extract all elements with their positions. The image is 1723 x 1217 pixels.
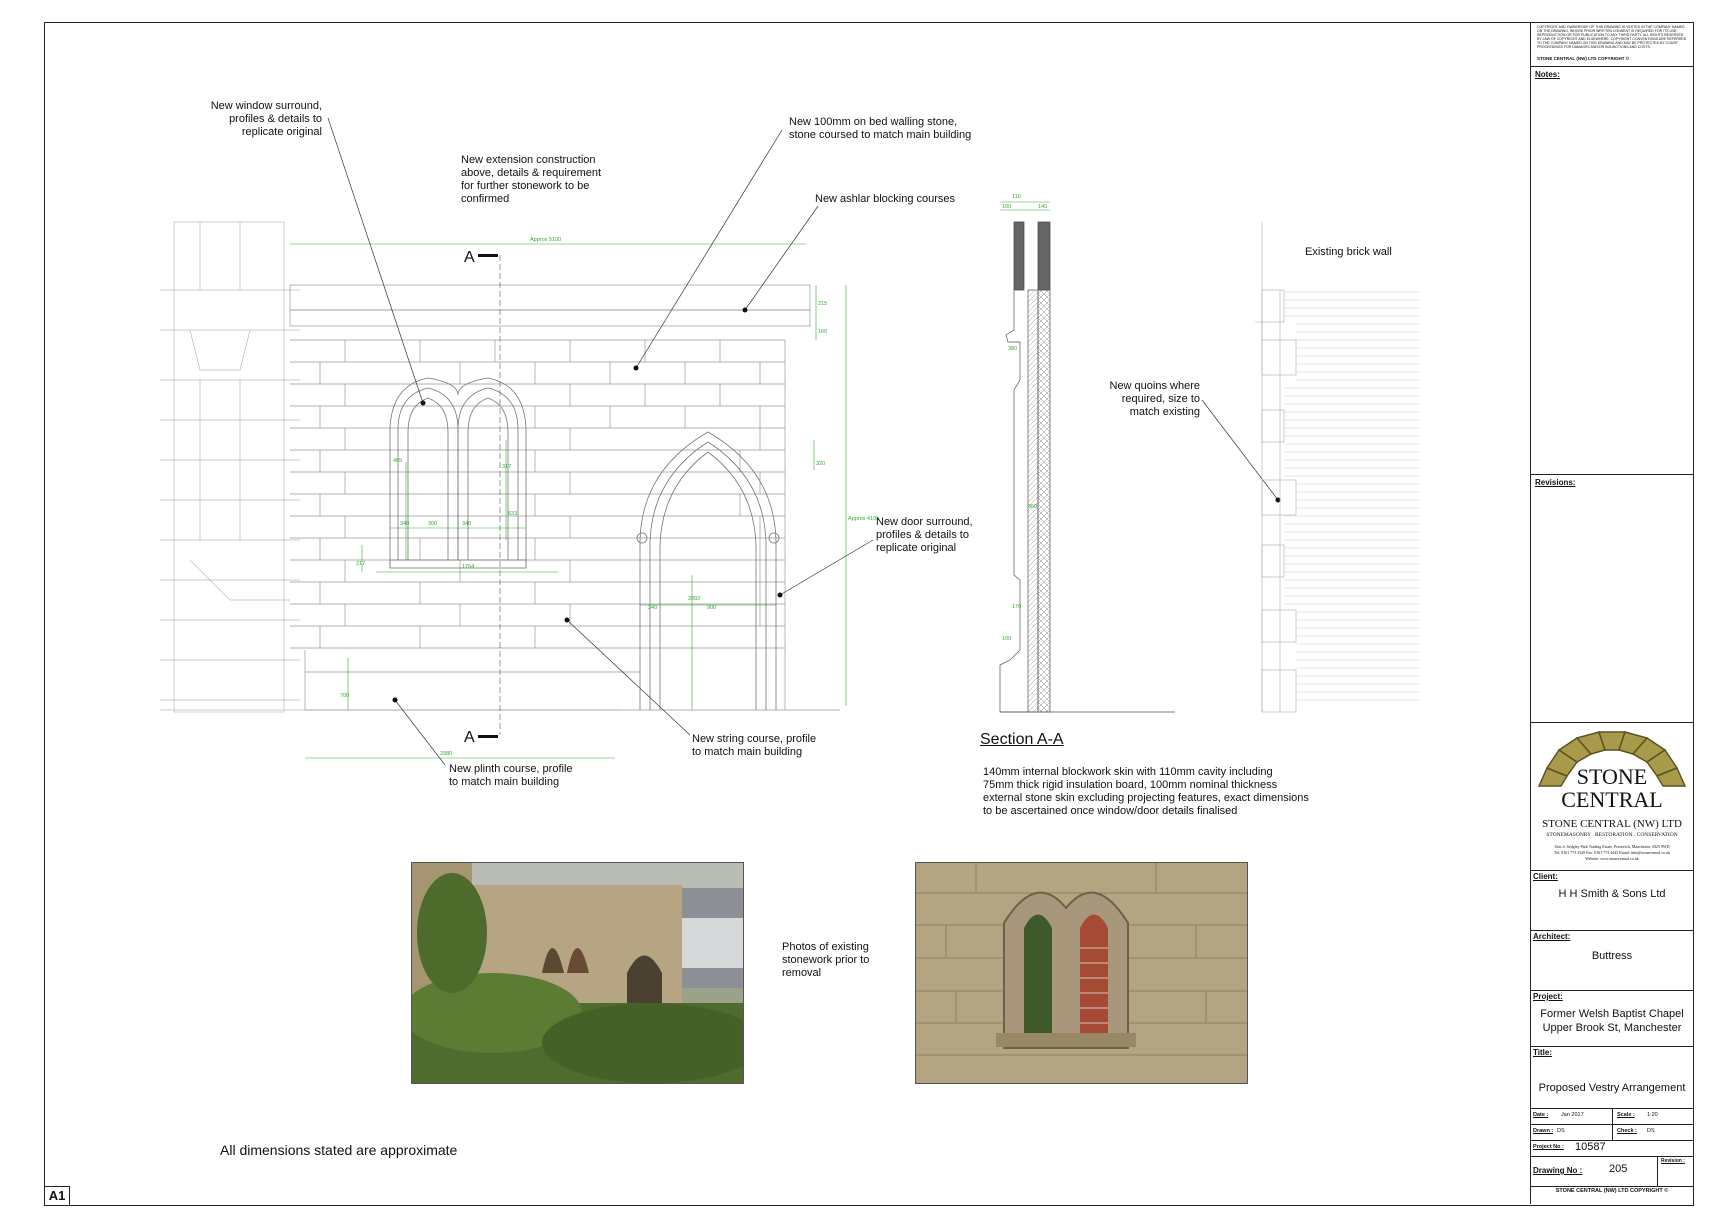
title-box (1531, 1046, 1693, 1109)
svg-text:2980: 2980 (440, 751, 453, 757)
svg-text:Approx 4105: Approx 4105 (848, 516, 880, 522)
leader-lines (328, 118, 1278, 765)
svg-text:340: 340 (400, 521, 410, 527)
date-cell (1531, 1108, 1613, 1124)
scale-value: 1:20 (1647, 1112, 1658, 1118)
client-label: Client: (1533, 872, 1558, 881)
svg-text:300: 300 (428, 521, 438, 527)
note-walling-stone: New 100mm on bed walling stone, stone coursed to match main building (789, 116, 972, 141)
svg-text:700: 700 (340, 693, 350, 699)
architect-label: Architect: (1533, 932, 1571, 941)
logo-address1: Unit 4, Sedgley Park Trading Estate, Prestwich, Manchester, M25 9WD (1554, 844, 1670, 849)
sheet-size-box: A1 (44, 1186, 70, 1206)
date-value: Jan 2017 (1561, 1112, 1584, 1118)
revisions-box (1531, 474, 1693, 723)
photo-existing-vestry (411, 862, 744, 1084)
pointed-arch-door (637, 432, 779, 710)
drawing-no-value: 205 (1609, 1163, 1628, 1175)
logo-line2: CENTRAL (1561, 787, 1663, 812)
svg-text:360: 360 (1028, 504, 1038, 510)
svg-text:140: 140 (1038, 204, 1048, 210)
svg-text:633: 633 (508, 511, 518, 517)
drawn-check-row (1531, 1124, 1693, 1141)
photos-caption: Photos of existing stonework prior to removal (782, 941, 870, 979)
svg-text:380: 380 (1008, 346, 1018, 352)
date-label: Date : (1533, 1112, 1549, 1118)
svg-text:900: 900 (707, 605, 717, 611)
date-scale-row (1531, 1108, 1693, 1125)
copyright-box (1531, 22, 1693, 67)
title-block-footer: STONE CENTRAL (NW) LTD COPYRIGHT © (1555, 1188, 1669, 1194)
note-door-surround: New door surround, profiles & details to replicate original (876, 516, 973, 554)
note-ashlar: New ashlar blocking courses (815, 193, 956, 205)
title-block (1530, 22, 1693, 1204)
note-extension: New extension construction above, details & requirement for further stonework to be confirmed (461, 154, 602, 205)
drawing-no-row (1531, 1156, 1693, 1187)
title-value: Proposed Vestry Arrangement (1538, 1082, 1686, 1094)
section-title: Section A-A (980, 731, 1064, 748)
svg-text:Approx 5100: Approx 5100 (530, 237, 562, 243)
project-no-value: 10587 (1575, 1141, 1606, 1153)
copyright-line: STONE CENTRAL (NW) LTD COPYRIGHT © (1537, 56, 1630, 61)
notes-label: Notes: (1535, 70, 1560, 79)
drawing-no-label: Drawing No : (1533, 1166, 1583, 1175)
note-window-surround: New window surround, profiles & details to replicate original (210, 100, 322, 138)
note-plinth-course: New plinth course, profile to match main building (449, 763, 573, 788)
photo-existing-window-image (916, 863, 1247, 1083)
project-no-row (1531, 1140, 1693, 1157)
svg-text:317: 317 (502, 464, 512, 470)
dimension-labels (340, 237, 879, 757)
project-line1: Former Welsh Baptist Chapel (1540, 1008, 1684, 1020)
brick-wall-courses (1284, 292, 1420, 700)
section-marker-bottom: A (464, 729, 475, 746)
svg-text:100: 100 (1002, 204, 1012, 210)
svg-text:340: 340 (462, 521, 472, 527)
drawing-no-cell (1531, 1156, 1658, 1186)
copyright-text: COPYRIGHT AND OWNERSHIP OF THIS DRAWING IS VESTED IN THE COMPANY NAMED ON THE DRAWING, WHOSE PRIOR WRITTEN CONSENT IS REQUIRED FOR ITS USE, REPRODUCTION OR FOR PUBLICATION TO ANY THIRD PARTY. ALL RIGHTS RESERVED BY LAW OF COPYRIGHT AND ELSEWHERE. COPYRIGHT CONVENTIONS ARE REFERRED TO THE COMPANY NAMED ON THIS DRAWING AND MAY BE PROTECTED BY COURT PROCEEDINGS FOR DAMAGES AND/OR INJUNCTIONS AND COSTS. (1537, 25, 1687, 49)
svg-text:170: 170 (1012, 604, 1022, 610)
logo-tagline: STONEMASONRY . RESTORATION . CONSERVATION (1546, 832, 1678, 838)
revision-label: Revision : (1661, 1158, 1685, 1164)
photo-existing-vestry-image (412, 863, 743, 1083)
dimension-lines (290, 244, 846, 758)
logo-address3: Website: www.stonecentral.co.uk (1585, 856, 1639, 861)
svg-text:1764: 1764 (462, 564, 475, 570)
svg-text:320: 320 (816, 461, 826, 467)
client-value: H H Smith & Sons Ltd (1558, 888, 1666, 900)
drawn-label: Drawn : (1533, 1128, 1554, 1134)
title-label: Title: (1533, 1048, 1552, 1057)
svg-text:340: 340 (648, 605, 658, 611)
svg-text:160: 160 (818, 329, 828, 335)
notes-box (1531, 66, 1693, 475)
project-label: Project: (1533, 992, 1563, 1001)
label-existing-brick-wall: Existing brick wall (1305, 246, 1392, 258)
section-marker-top: A (464, 249, 475, 266)
check-label: Check : (1617, 1128, 1637, 1134)
scale-label: Scale : (1617, 1112, 1635, 1118)
logo-box (1531, 722, 1693, 871)
project-no-label: Project No : (1533, 1144, 1564, 1150)
existing-brick-wall (1255, 222, 1296, 712)
svg-text:2892: 2892 (688, 596, 701, 602)
svg-text:110: 110 (1012, 194, 1021, 200)
svg-text:217: 217 (356, 561, 366, 567)
check-value: DS (1647, 1128, 1655, 1134)
svg-text:215: 215 (818, 301, 828, 307)
section-a-a (1000, 222, 1175, 712)
revisions-label: Revisions: (1535, 478, 1576, 487)
svg-text:100: 100 (1002, 636, 1012, 642)
client-box (1531, 870, 1693, 931)
logo-address2: Tel: 0161 773 3349 Fax: 0161 773 4443 Email: info@stonecentral.co.uk (1553, 850, 1671, 855)
logo-company: STONE CENTRAL (NW) LTD (1542, 818, 1682, 830)
logo-line1: STONE (1576, 764, 1648, 789)
new-wall-coursing (290, 285, 840, 710)
twin-lancet-window (390, 378, 526, 568)
drawn-cell (1531, 1124, 1613, 1140)
note-string-course: New string course, profile to match main building (692, 733, 817, 758)
project-box (1531, 990, 1693, 1047)
project-line2: Upper Brook St, Manchester (1542, 1022, 1682, 1034)
photo-existing-window (915, 862, 1248, 1084)
architect-box (1531, 930, 1693, 991)
general-note: All dimensions stated are approximate (220, 1142, 458, 1158)
svg-text:405: 405 (393, 458, 403, 464)
drawn-value: DS (1557, 1128, 1565, 1134)
architect-value: Buttress (1591, 950, 1633, 962)
note-quoins: New quoins where required, size to match existing (1109, 380, 1200, 418)
section-description: 140mm internal blockwork skin with 110mm cavity including 75mm thick rigid insulation board, 100mm nominal thickness external stone skin excluding projecting features, exact dimensions to be ascertained once window/door details finalised (983, 766, 1309, 817)
